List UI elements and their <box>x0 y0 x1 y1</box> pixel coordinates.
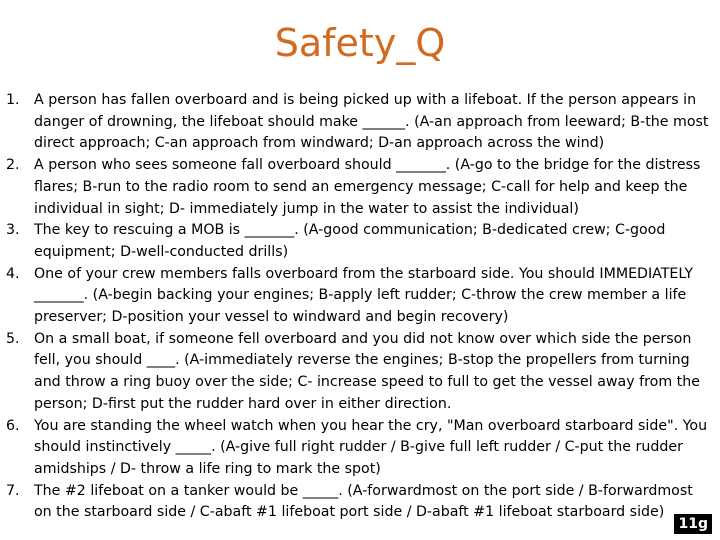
list-item <box>0 264 712 329</box>
list-item <box>0 90 712 155</box>
page-title: Safety_Q <box>274 21 446 65</box>
question-number: 7. <box>6 482 20 499</box>
question-number: 3. <box>6 222 20 239</box>
question-text: On a small boat, if someone fell overboard and you did not know over which side the person fell, you should ____. (A-immediately reverse the engines; B-stop the propellers from turning and throw a ring buoy over the side; C- increase speed to full to get the vessel away from the person; D-first put the rudder hard over in either direction. <box>34 330 700 412</box>
list-item <box>0 329 712 416</box>
question-list <box>0 90 712 524</box>
list-item <box>0 481 712 524</box>
question-text: A person has fallen overboard and is being picked up with a lifeboat. If the person appears in danger of drowning, the lifeboat should make ______. (A-an approach from leeward; B-the most direct approach; C-an approach from windward; D-an approach across the wind) <box>34 92 709 152</box>
question-number: 1. <box>6 92 20 108</box>
list-item <box>0 155 712 220</box>
question-number: 5. <box>6 330 20 347</box>
list-item <box>0 220 712 263</box>
question-text: You are standing the wheel watch when you hear the cry, "Man overboard starboard side". You should instinctively _____. (A-give full right rudder / B-give full left rudder / C-put the rudder amidships / D- throw a life ring to mark the spot) <box>34 417 708 477</box>
question-number: 6. <box>6 417 20 434</box>
question-number: 4. <box>6 265 20 282</box>
slide-number-badge: 11g <box>674 514 712 534</box>
question-text: One of your crew members falls overboard from the starboard side. You should IMMEDIATELY _______. (A-begin backing your engines; B-apply left rudder; C-throw the crew member a life preserver; D-position your vessel to windward and begin recovery) <box>34 265 694 326</box>
question-number: 2. <box>6 157 20 174</box>
question-text: The #2 lifeboat on a tanker would be _____. (A-forwardmost on the port side / B-forwardmost on the starboard side / C-abaft #1 lifeboat port side / D-abaft #1 lifeboat starboard side) <box>34 482 693 521</box>
question-text: The key to rescuing a MOB is _______. (A-good communication; B-dedicated crew; C-good equipment; D-well-conducted drills) <box>34 222 666 260</box>
question-text: A person who sees someone fall overboard should _______. (A-go to the bridge for the distress flares; B-run to the radio room to send an emergency message; C-call for help and keep the individual in sight; D- immediately jump in the water to assist the individual) <box>34 157 701 217</box>
list-item <box>0 416 712 481</box>
